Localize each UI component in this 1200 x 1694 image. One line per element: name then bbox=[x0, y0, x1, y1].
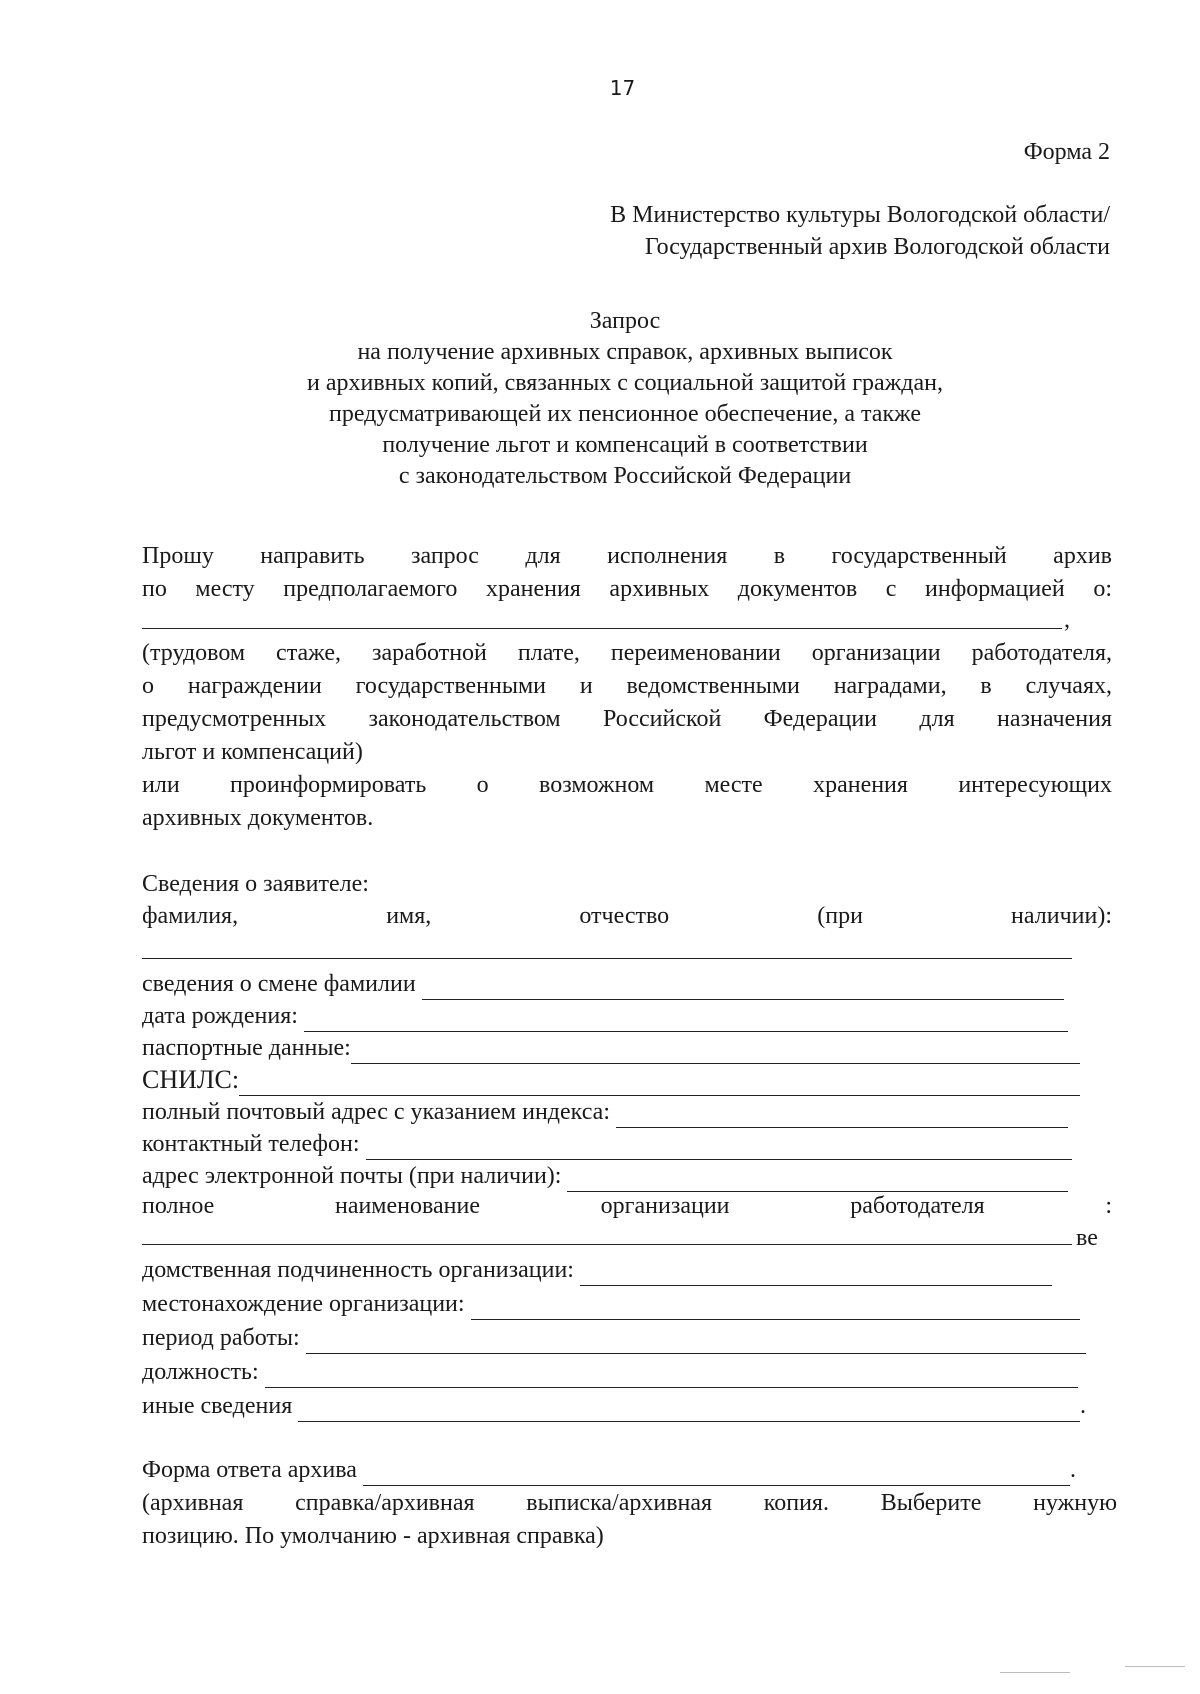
or-line-1: или проинформировать о возможном месте хранения интересующих bbox=[142, 772, 1112, 798]
work-period-field[interactable] bbox=[306, 1331, 1086, 1354]
answer-form-period: . bbox=[1070, 1457, 1076, 1483]
birth-date-label: дата рождения: bbox=[142, 1003, 298, 1029]
email-row bbox=[142, 1160, 1068, 1192]
employer-word: наименование bbox=[334, 1193, 480, 1219]
email-label: адрес электронной почты (при наличии): bbox=[142, 1163, 562, 1189]
other-info-period: . bbox=[1080, 1393, 1086, 1419]
location-label: местонахождение организации: bbox=[142, 1291, 465, 1317]
fio-word: имя, bbox=[386, 903, 432, 929]
answer-hint-line-2: позицию. По умолчанию - архивная справка) bbox=[142, 1523, 604, 1549]
subordination-field[interactable] bbox=[580, 1263, 1052, 1286]
surname-change-field[interactable] bbox=[422, 977, 1064, 1000]
info-subject-field[interactable] bbox=[142, 628, 1062, 629]
employer-word: : bbox=[1105, 1193, 1112, 1219]
scan-artifact bbox=[1125, 1666, 1185, 1667]
answer-form-row bbox=[142, 1454, 1076, 1486]
page-number: 17 bbox=[609, 76, 636, 100]
request-heading: Запрос bbox=[589, 308, 661, 334]
employer-word: организации bbox=[600, 1193, 730, 1219]
passport-field[interactable] bbox=[351, 1041, 1080, 1064]
title-line-2: и архивных копий, связанных с социальной защитой граждан, bbox=[307, 370, 943, 396]
surname-change-row bbox=[142, 968, 1064, 1000]
location-field[interactable] bbox=[471, 1297, 1080, 1320]
address-row bbox=[142, 1096, 1068, 1128]
fio-word: фамилия, bbox=[142, 903, 239, 929]
fio-word: отчество bbox=[579, 903, 670, 929]
scan-artifact bbox=[1000, 1672, 1070, 1673]
answer-form-field[interactable] bbox=[363, 1463, 1070, 1486]
answer-form-label: Форма ответа архива bbox=[142, 1457, 357, 1483]
title-line-3: предусматривающей их пенсионное обеспечение, а также bbox=[328, 401, 922, 427]
work-period-label: период работы: bbox=[142, 1325, 300, 1351]
snils-label: СНИЛС: bbox=[142, 1065, 240, 1094]
employer-word: работодателя bbox=[850, 1193, 985, 1219]
subordination-row bbox=[142, 1254, 1052, 1286]
passport-row bbox=[142, 1032, 1080, 1064]
employer-name-field[interactable] bbox=[142, 1244, 1072, 1245]
passport-label: паспортные данные: bbox=[142, 1035, 351, 1061]
applicant-heading: Сведения о заявителе: bbox=[142, 871, 369, 897]
or-line-2: архивных документов. bbox=[142, 805, 374, 831]
address-label: полный почтовый адрес с указанием индекса: bbox=[142, 1099, 610, 1125]
position-row bbox=[142, 1356, 1078, 1388]
snils-row bbox=[142, 1064, 1080, 1096]
address-field[interactable] bbox=[616, 1105, 1068, 1128]
birth-date-row bbox=[142, 1000, 1068, 1032]
fio-word: наличии): bbox=[1011, 903, 1112, 929]
fio-word: (при bbox=[817, 903, 863, 929]
other-info-row bbox=[142, 1390, 1086, 1422]
request-line-2: по месту предполагаемого хранения архивных документов с информацией о: bbox=[142, 576, 1112, 602]
other-info-label: иные сведения bbox=[142, 1393, 293, 1419]
email-field[interactable] bbox=[567, 1169, 1068, 1192]
position-label: должность: bbox=[142, 1359, 259, 1385]
addressee-line-2: Государственный архив Вологодской области bbox=[644, 234, 1110, 260]
info-subject-comma: , bbox=[1064, 607, 1070, 633]
other-info-field[interactable] bbox=[298, 1399, 1080, 1422]
birth-date-field[interactable] bbox=[304, 1009, 1068, 1032]
phone-field[interactable] bbox=[366, 1137, 1073, 1160]
subordination-label: домственная подчиненность организации: bbox=[142, 1257, 574, 1283]
work-period-row bbox=[142, 1322, 1086, 1354]
form-label: Форма 2 bbox=[1023, 139, 1110, 165]
fio-field[interactable] bbox=[142, 958, 1072, 959]
addressee-line-1: В Министерство культуры Вологодской области/ bbox=[610, 202, 1110, 228]
employer-word: полное bbox=[142, 1193, 215, 1219]
hint-line-3: предусмотренных законодательством Российской Федерации для назначения bbox=[142, 706, 1112, 732]
phone-row bbox=[142, 1128, 1072, 1160]
phone-label: контактный телефон: bbox=[142, 1131, 360, 1157]
snils-field[interactable] bbox=[239, 1073, 1080, 1096]
hint-line-4: льгот и компенсаций) bbox=[142, 739, 363, 765]
request-line-1: Прошу направить запрос для исполнения в государственный архив bbox=[142, 543, 1112, 569]
fio-label-row bbox=[142, 900, 1112, 932]
hint-line-2: о награждении государственными и ведомственными наградами, в случаях, bbox=[142, 673, 1112, 699]
employer-tail: ве bbox=[1076, 1225, 1098, 1251]
employer-label-row bbox=[142, 1190, 1112, 1222]
title-line-1: на получение архивных справок, архивных выписок bbox=[357, 339, 893, 365]
location-row bbox=[142, 1288, 1080, 1320]
title-line-4: получение льгот и компенсаций в соответствии bbox=[382, 432, 868, 458]
surname-change-label: сведения о смене фамилии bbox=[142, 971, 416, 997]
title-line-5: с законодательством Российской Федерации bbox=[398, 463, 852, 489]
answer-hint-line-1: (архивная справка/архивная выписка/архивная копия. Выберите нужную bbox=[142, 1490, 1117, 1516]
hint-line-1: (трудовом стаже, заработной плате, переименовании организации работодателя, bbox=[142, 640, 1112, 666]
position-field[interactable] bbox=[265, 1365, 1078, 1388]
